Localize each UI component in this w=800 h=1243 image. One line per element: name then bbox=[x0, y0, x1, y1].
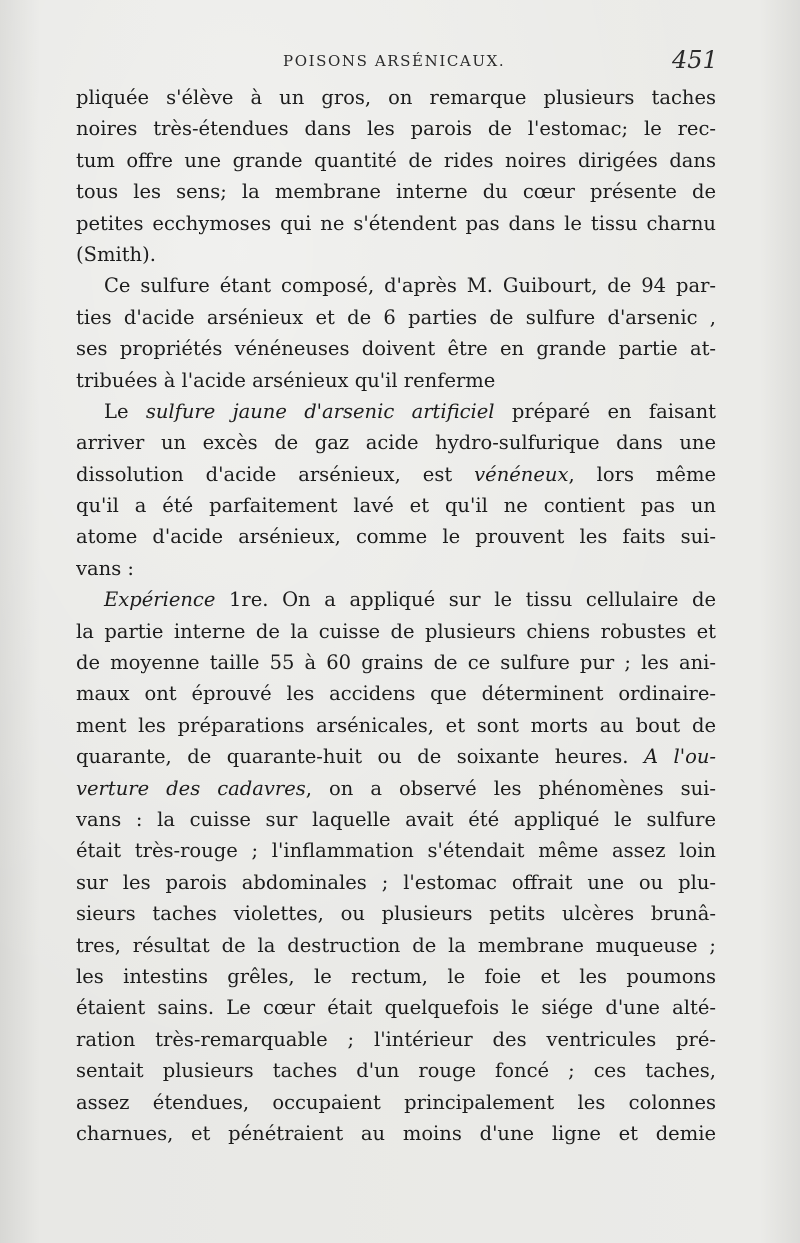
text-line: ment les préparations arsénicales, et sont morts au bout de bbox=[76, 713, 716, 737]
text-line: étaient sains. Le cœur était quelquefois le siége d'une alté- bbox=[76, 996, 716, 1020]
text-line: tum offre une grande quantité de rides noires dirigées dans bbox=[76, 148, 716, 172]
text-line bbox=[76, 741, 716, 772]
line-text: quarante, de quarante-huit ou de soixante heures. bbox=[76, 745, 644, 769]
italic-term: Expérience bbox=[104, 588, 216, 612]
text-line: les intestins grêles, le rectum, le foie et les poumons bbox=[76, 964, 716, 988]
text-line: était très-rouge ; l'inflammation s'étendait même assez loin bbox=[76, 839, 716, 863]
text-line: arriver un excès de gaz acide hydro-sulfurique dans une bbox=[76, 431, 716, 455]
body-text bbox=[76, 82, 716, 1149]
paragraph-first-line: Ce sulfure étant composé, d'après M. Guibourt, de 94 par- bbox=[104, 274, 716, 298]
text-line: sieurs taches violettes, ou plusieurs petits ulcères brunâ- bbox=[76, 902, 716, 926]
line-text: Le bbox=[104, 399, 146, 423]
paragraph-first-line bbox=[76, 396, 716, 427]
text-line: ration très-remarquable ; l'intérieur des ventricules pré- bbox=[76, 1027, 716, 1051]
text-line: tribuées à l'acide arsénieux qu'il renferme bbox=[76, 368, 496, 392]
text-line: vans : bbox=[76, 556, 134, 580]
italic-term: verture des cadavres bbox=[76, 776, 306, 800]
line-text: dissolution d'acide arsénieux, est bbox=[76, 462, 475, 486]
page-number: 451 bbox=[672, 46, 718, 74]
text-line: noires très-étendues dans les parois de l'estomac; le rec- bbox=[76, 117, 716, 141]
text-line: maux ont éprouvé les accidens que déterminent ordinaire- bbox=[76, 682, 716, 706]
text-line: atome d'acide arsénieux, comme le prouvent les faits sui- bbox=[76, 525, 716, 549]
text-line: qu'il a été parfaitement lavé et qu'il ne contient pas un bbox=[76, 494, 716, 518]
italic-term: vénéneux bbox=[474, 462, 569, 486]
text-line: assez étendues, occupaient principalement les colonnes bbox=[76, 1090, 716, 1114]
text-line: sentait plusieurs taches d'un rouge foncé ; ces taches, bbox=[76, 1059, 716, 1083]
running-title: POISONS ARSÉNICAUX. bbox=[283, 52, 506, 70]
line-text: , on a observé les phénomènes sui- bbox=[305, 776, 716, 800]
line-text: , lors même bbox=[568, 462, 716, 486]
text-line: (Smith). bbox=[76, 242, 156, 266]
page-header bbox=[0, 46, 800, 78]
text-line: de moyenne taille 55 à 60 grains de ce sulfure pur ; les ani- bbox=[76, 651, 716, 675]
text-line: tous les sens; la membrane interne du cœur présente de bbox=[76, 180, 716, 204]
text-line bbox=[76, 459, 716, 490]
text-line: la partie interne de la cuisse de plusieurs chiens robustes et bbox=[76, 619, 716, 643]
text-line: ses propriétés vénéneuses doivent être en grande partie at- bbox=[76, 337, 716, 361]
text-line: ties d'acide arsénieux et de 6 parties de sulfure d'arsenic , bbox=[76, 305, 716, 329]
text-line: sur les parois abdominales ; l'estomac offrait une ou plu- bbox=[76, 870, 716, 894]
line-text: préparé en faisant bbox=[494, 399, 716, 423]
italic-term: A l'ou- bbox=[643, 745, 716, 769]
text-line: pliquée s'élève à un gros, on remarque plusieurs taches bbox=[76, 86, 716, 109]
paragraph-first-line bbox=[76, 584, 716, 615]
text-line: tres, résultat de la destruction de la membrane muqueuse ; bbox=[76, 933, 716, 957]
text-line bbox=[76, 773, 716, 804]
text-line: petites ecchymoses qui ne s'étendent pas dans le tissu charnu bbox=[76, 211, 716, 235]
text-line: charnues, et pénétraient au moins d'une ligne et demie bbox=[76, 1121, 716, 1145]
text-line: vans : la cuisse sur laquelle avait été appliqué le sulfure bbox=[76, 807, 716, 831]
line-text: 1re. On a appliqué sur le tissu cellulaire de bbox=[215, 588, 716, 612]
italic-term: sulfure jaune d'arsenic artificiel bbox=[145, 399, 495, 423]
